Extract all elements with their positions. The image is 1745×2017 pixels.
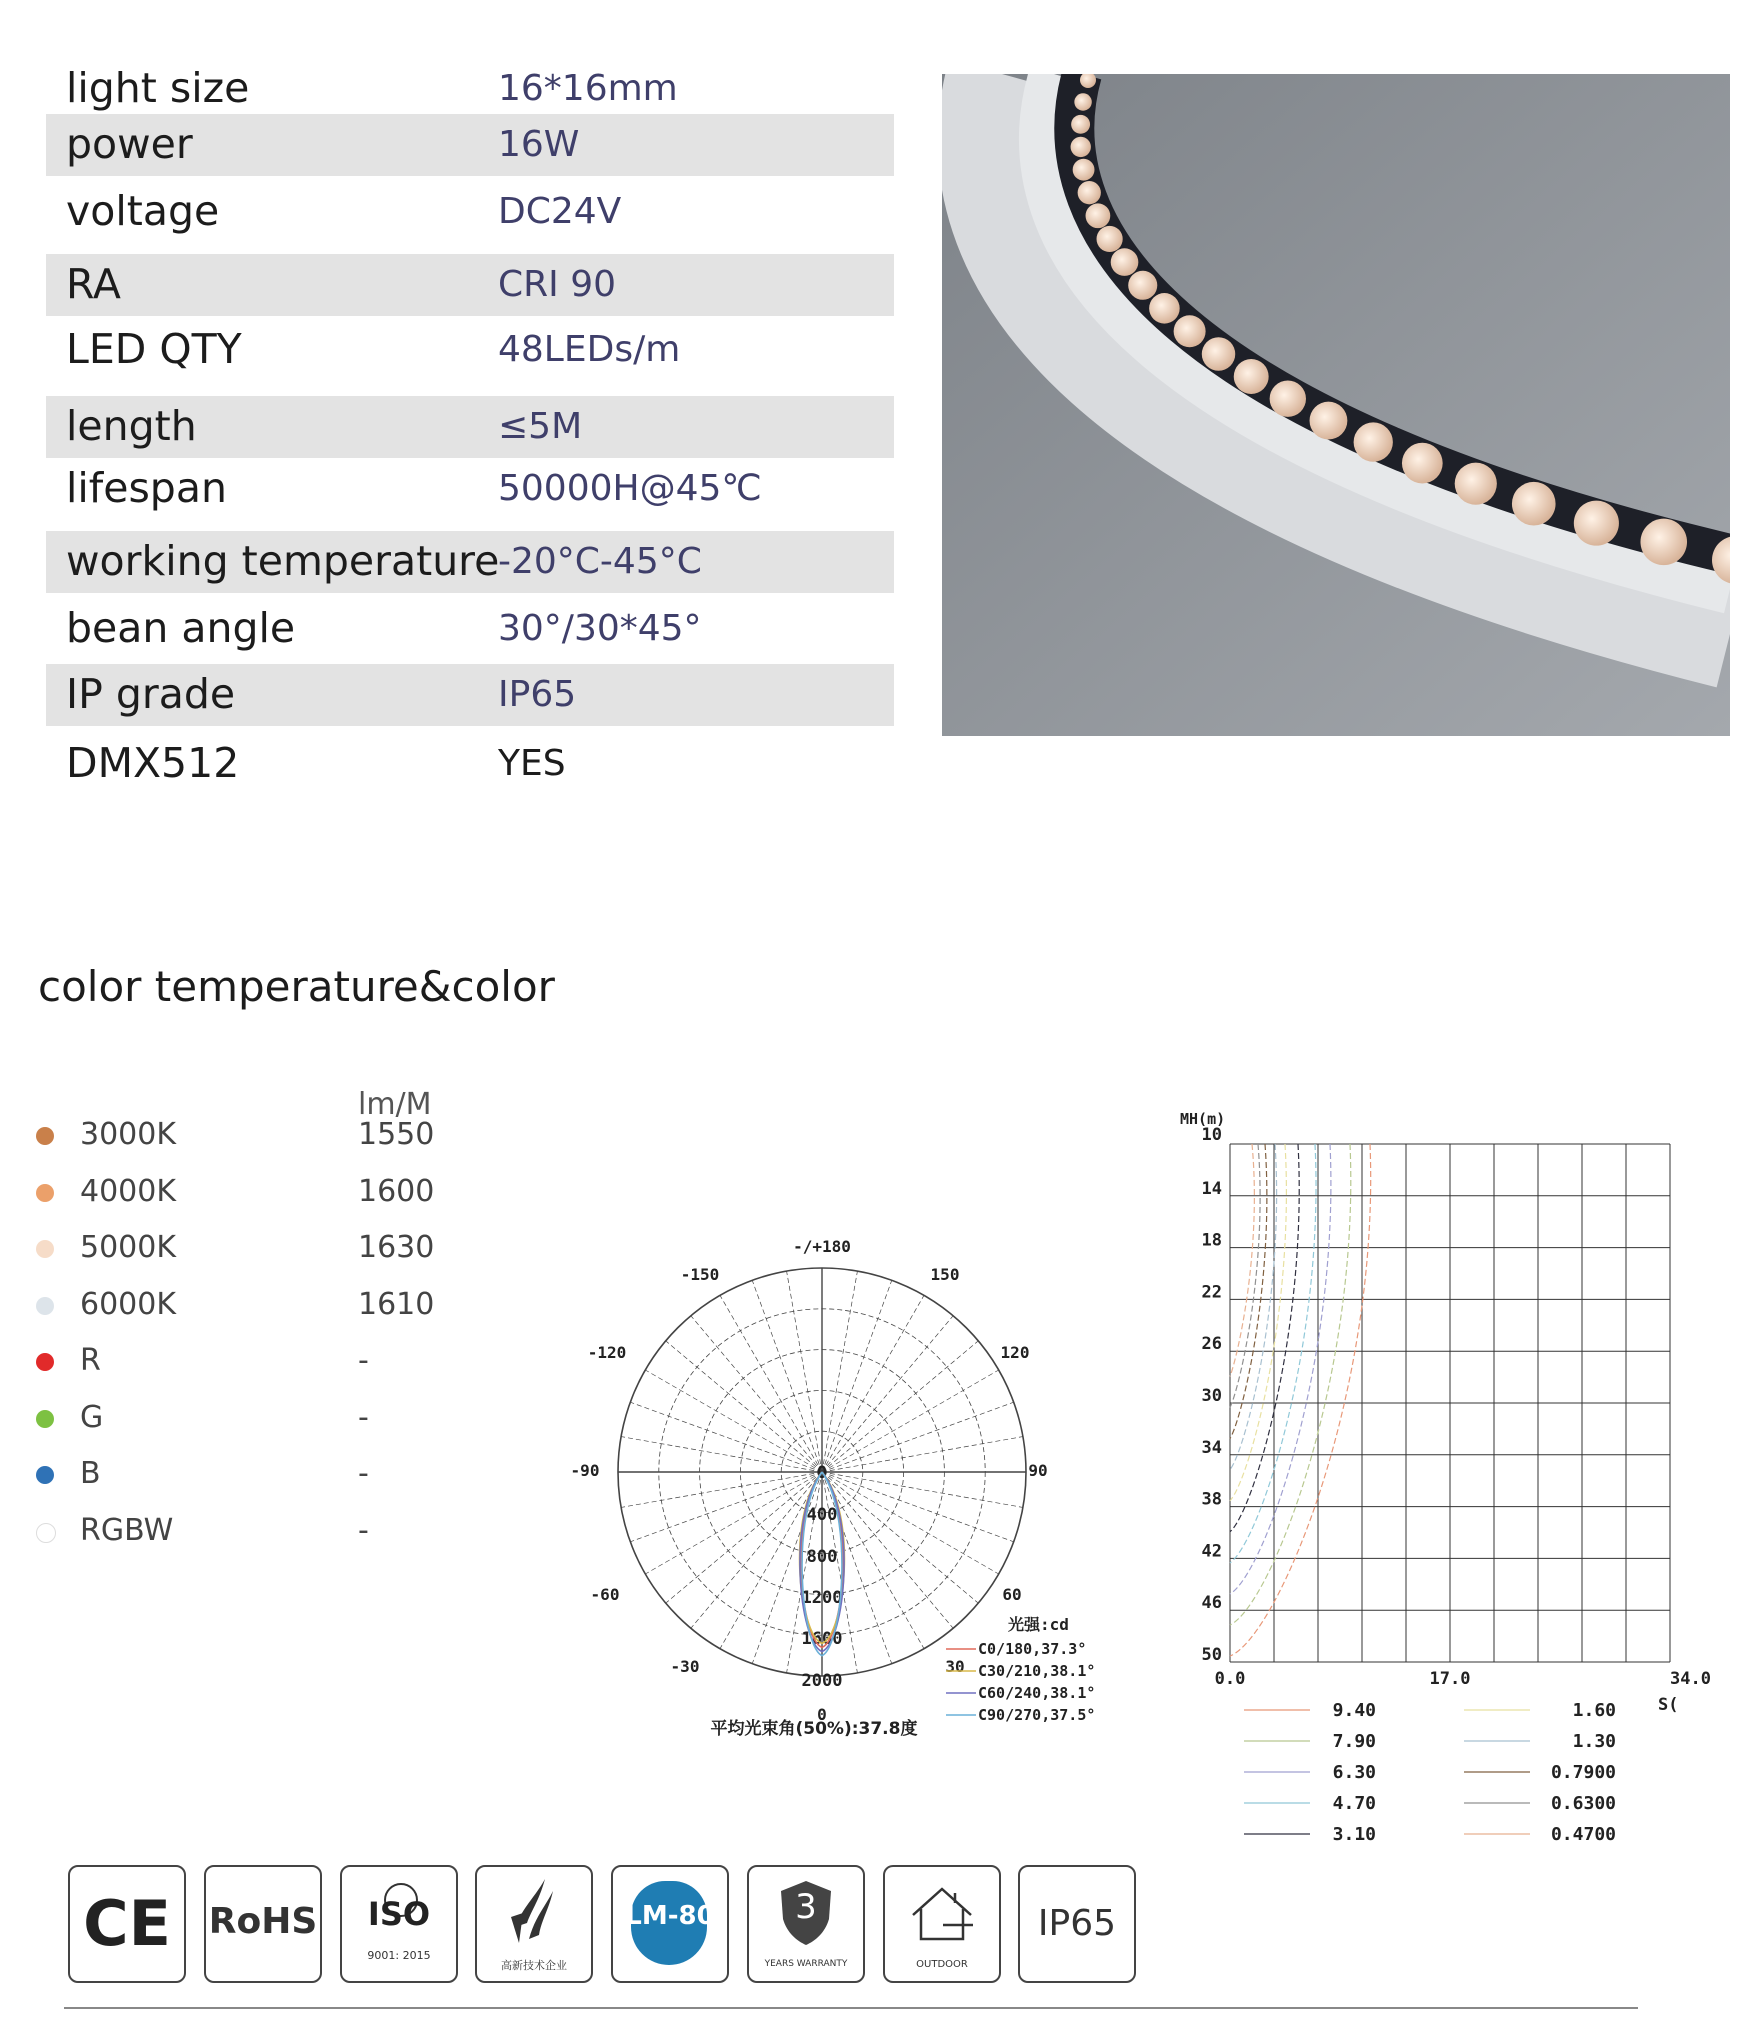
- color-name: RGBW: [80, 1513, 174, 1548]
- polar-ring-value: 2000: [801, 1671, 843, 1691]
- polar-spoke: [666, 1341, 822, 1472]
- iso-y-tick: 34: [1201, 1437, 1222, 1458]
- led-bead: [1074, 93, 1091, 110]
- illuminance-chart: [1180, 1110, 1720, 1870]
- high-tech-enterprise-badge: [475, 1865, 593, 1983]
- spec-value: CRI 90: [498, 264, 617, 305]
- iso-x-tick: 34.0: [1670, 1669, 1711, 1689]
- polar-legend-label: C90/270,37.5°: [978, 1706, 1096, 1724]
- iso-legend-value: 9.40: [1332, 1700, 1376, 1721]
- iso-legend-value: 3.10: [1332, 1824, 1376, 1845]
- polar-angle-label: 90: [1028, 1461, 1048, 1480]
- spec-row: [46, 396, 894, 458]
- lumen-value: -: [358, 1343, 369, 1378]
- iso-legend-value: 1.30: [1572, 1731, 1616, 1752]
- polar-legend-label: C60/240,38.1°: [978, 1684, 1096, 1702]
- polar-ring-value: 800: [806, 1547, 838, 1567]
- lumen-value: 1550: [358, 1117, 435, 1152]
- color-option-row: [36, 1513, 496, 1553]
- polar-spoke: [666, 1472, 822, 1603]
- color-name: 6000K: [80, 1287, 177, 1322]
- iso-y-title: MH(m): [1180, 1110, 1226, 1128]
- polar-ring-value: 400: [806, 1505, 838, 1525]
- color-swatch-dot: [36, 1466, 54, 1484]
- led-bead: [1574, 501, 1619, 546]
- polar-angle-label: -120: [587, 1343, 627, 1362]
- iso-legend-value: 0.4700: [1550, 1824, 1616, 1845]
- color-option-row: [36, 1400, 496, 1440]
- spec-row: [46, 598, 894, 660]
- iso-9001-badge: [340, 1865, 458, 1983]
- warranty-shield-icon: [747, 1865, 865, 1983]
- color-name: G: [80, 1400, 104, 1435]
- polar-angle-label: -/+180: [793, 1237, 851, 1256]
- iso-y-tick: 38: [1201, 1489, 1222, 1510]
- spec-label: power: [66, 120, 193, 168]
- iso-illuminance-curve: [1230, 1144, 1254, 1376]
- iso-y-tick: 30: [1201, 1386, 1222, 1406]
- spec-row: [46, 531, 894, 593]
- badge-sub-text: OUTDOOR: [916, 1959, 968, 1970]
- polar-ring-value: 1600: [801, 1629, 843, 1649]
- spec-value: ≤5M: [498, 406, 583, 447]
- bottom-divider: [64, 2007, 1638, 2009]
- badge-sub-text: 9001: 2015: [367, 1949, 431, 1962]
- led-bead: [1455, 463, 1497, 505]
- iso-illuminance-curve: [1230, 1144, 1351, 1625]
- led-bead: [1071, 115, 1090, 134]
- badge-main-text: CE: [83, 1887, 171, 1960]
- led-bead: [1128, 271, 1157, 300]
- color-swatch-dot: [36, 1410, 54, 1428]
- color-name: R: [80, 1343, 101, 1378]
- iso-y-tick: 46: [1201, 1593, 1222, 1614]
- polar-spoke: [822, 1341, 978, 1472]
- iso-legend-value: 6.30: [1332, 1762, 1376, 1783]
- ce-mark-badge: [68, 1865, 186, 1983]
- color-name: B: [80, 1456, 101, 1491]
- section-title: color temperature&color: [38, 962, 555, 1011]
- led-bead: [1073, 159, 1095, 181]
- spec-label: lifespan: [66, 464, 227, 512]
- color-name: 3000K: [80, 1117, 177, 1152]
- led-bead: [1149, 293, 1180, 324]
- lumen-value: -: [358, 1456, 369, 1491]
- polar-spoke: [822, 1472, 978, 1603]
- color-name: 5000K: [80, 1230, 177, 1265]
- spec-value: 48LEDs/m: [498, 329, 681, 370]
- spec-label: light size: [66, 64, 250, 112]
- spec-row: [46, 58, 894, 120]
- iso-illuminance-curve: [1230, 1144, 1286, 1501]
- iso-illuminance-curve: [1230, 1144, 1260, 1407]
- led-bead: [1097, 226, 1123, 252]
- polar-angle-label: -60: [590, 1585, 620, 1604]
- polar-spoke: [691, 1316, 822, 1472]
- polar-spoke: [822, 1316, 953, 1472]
- rohs-badge: [204, 1865, 322, 1983]
- polar-unit-label: 光强:cd: [1008, 1615, 1069, 1634]
- spec-value: IP65: [498, 674, 577, 715]
- spec-row: [46, 458, 894, 520]
- color-swatch-dot: [36, 1184, 54, 1202]
- led-bead: [1234, 359, 1269, 394]
- led-bead: [1310, 402, 1348, 440]
- led-bead: [1078, 181, 1101, 204]
- polar-angle-label: 150: [930, 1265, 960, 1284]
- led-bead: [1071, 137, 1091, 157]
- lumen-value: -: [358, 1513, 369, 1548]
- polar-legend-label: C30/210,38.1°: [978, 1662, 1096, 1680]
- lumen-value: 1610: [358, 1287, 435, 1322]
- polar-footer: 平均光束角(50%):37.8度: [710, 1719, 918, 1739]
- polar-angle-label: -150: [680, 1265, 720, 1284]
- color-swatch-dot: [36, 1297, 54, 1315]
- polar-ring-value: 1200: [801, 1588, 843, 1608]
- badge-main-text: IP65: [1037, 1903, 1117, 1944]
- iso-y-tick: 14: [1201, 1178, 1222, 1199]
- ip65-badge: [1018, 1865, 1136, 1983]
- spec-label: RA: [66, 260, 121, 308]
- spec-value: 16*16mm: [498, 68, 678, 109]
- polar-angle-label: -90: [570, 1461, 600, 1480]
- color-option-row: [36, 1117, 496, 1157]
- iso-y-tick: 22: [1201, 1282, 1222, 1303]
- spec-row: [46, 181, 894, 243]
- color-option-row: [36, 1287, 496, 1327]
- led-bead: [1512, 482, 1556, 526]
- led-bead: [1402, 443, 1443, 484]
- spec-row: [46, 114, 894, 176]
- spec-value: 30°/30*45°: [498, 608, 702, 649]
- spec-value: DC24V: [498, 191, 622, 232]
- polar-spoke: [822, 1402, 1014, 1472]
- badge-main-text: ISO: [367, 1895, 431, 1933]
- polar-angle-label: 120: [1000, 1343, 1030, 1362]
- spec-label: LED QTY: [66, 325, 242, 373]
- high-tech-emblem-icon: [505, 1877, 563, 1947]
- led-bead: [1174, 315, 1206, 347]
- spec-row: [46, 733, 894, 795]
- iso-y-tick: 42: [1201, 1541, 1222, 1562]
- badge-sub-text: YEARS WARRANTY: [764, 1959, 848, 1969]
- spec-label: voltage: [66, 187, 220, 235]
- led-bead: [1111, 248, 1139, 276]
- product-photo: [942, 74, 1730, 736]
- polar-angle-label: 60: [1002, 1585, 1022, 1604]
- iso-y-tick: 18: [1201, 1230, 1222, 1251]
- color-option-row: [36, 1456, 496, 1496]
- badge-main-text: 3: [795, 1887, 817, 1927]
- spec-value: -20°C-45°C: [498, 541, 702, 582]
- spec-label: bean angle: [66, 604, 296, 652]
- spec-value: 16W: [498, 124, 580, 165]
- polar-angle-label: -30: [670, 1657, 700, 1676]
- led-bead: [1270, 381, 1306, 417]
- outdoor-house-icon: [883, 1865, 1001, 1983]
- iso-illuminance-curve: [1230, 1144, 1267, 1439]
- led-bead: [1202, 337, 1235, 370]
- iso-legend-value: 7.90: [1332, 1731, 1376, 1752]
- lumen-value: 1600: [358, 1174, 435, 1209]
- color-name: 4000K: [80, 1174, 177, 1209]
- led-bead: [1086, 203, 1111, 228]
- iso-legend-value: 0.6300: [1550, 1793, 1616, 1814]
- iso-x-tick: 17.0: [1429, 1669, 1471, 1689]
- house-icon: [909, 1885, 975, 1945]
- badge-sub-text: 高新技术企业: [501, 1959, 567, 1972]
- spec-row: [46, 664, 894, 726]
- spec-label: length: [66, 402, 197, 450]
- polar-light-distribution-diagram: [560, 1230, 1140, 1750]
- polar-spoke: [630, 1472, 822, 1542]
- iso-x-unit: S(: [1658, 1695, 1679, 1715]
- iso-y-tick: 50: [1201, 1645, 1222, 1665]
- polar-angle-label: 30: [945, 1657, 965, 1676]
- spec-label: IP grade: [66, 670, 236, 718]
- spec-row: [46, 319, 894, 381]
- badge-main-text: RoHS: [208, 1901, 318, 1942]
- badge-main-text: LM-80: [625, 1901, 715, 1931]
- led-bead: [1354, 422, 1393, 461]
- iso-x-tick: 0.0: [1214, 1669, 1246, 1689]
- lm-column-header: lm/M: [358, 1087, 432, 1122]
- spec-row: [46, 254, 894, 316]
- lumen-value: -: [358, 1400, 369, 1435]
- color-option-row: [36, 1343, 496, 1383]
- color-swatch-dot: [36, 1127, 54, 1145]
- lumen-value: 1630: [358, 1230, 435, 1265]
- spec-value: 50000H@45℃: [498, 468, 762, 509]
- polar-ring-value: 0: [816, 1463, 828, 1483]
- iso-legend-value: 1.60: [1572, 1700, 1616, 1721]
- iso-y-tick: 10: [1201, 1125, 1222, 1145]
- color-swatch-dot: [36, 1523, 56, 1543]
- iso-y-tick: 26: [1201, 1334, 1222, 1355]
- color-swatch-dot: [36, 1353, 54, 1371]
- spec-label: working temperature: [66, 537, 500, 585]
- color-swatch-dot: [36, 1240, 54, 1258]
- polar-angle-label: 0: [817, 1705, 827, 1724]
- led-bead: [1640, 519, 1687, 566]
- polar-legend-label: C0/180,37.3°: [978, 1640, 1087, 1658]
- lm80-badge: [611, 1865, 729, 1983]
- color-option-row: [36, 1230, 496, 1270]
- spec-value: YES: [498, 743, 566, 784]
- iso-legend-value: 0.7900: [1550, 1762, 1616, 1783]
- iso-legend-value: 4.70: [1332, 1793, 1376, 1814]
- polar-spoke: [752, 1280, 822, 1472]
- color-option-row: [36, 1174, 496, 1214]
- spec-label: DMX512: [66, 739, 240, 787]
